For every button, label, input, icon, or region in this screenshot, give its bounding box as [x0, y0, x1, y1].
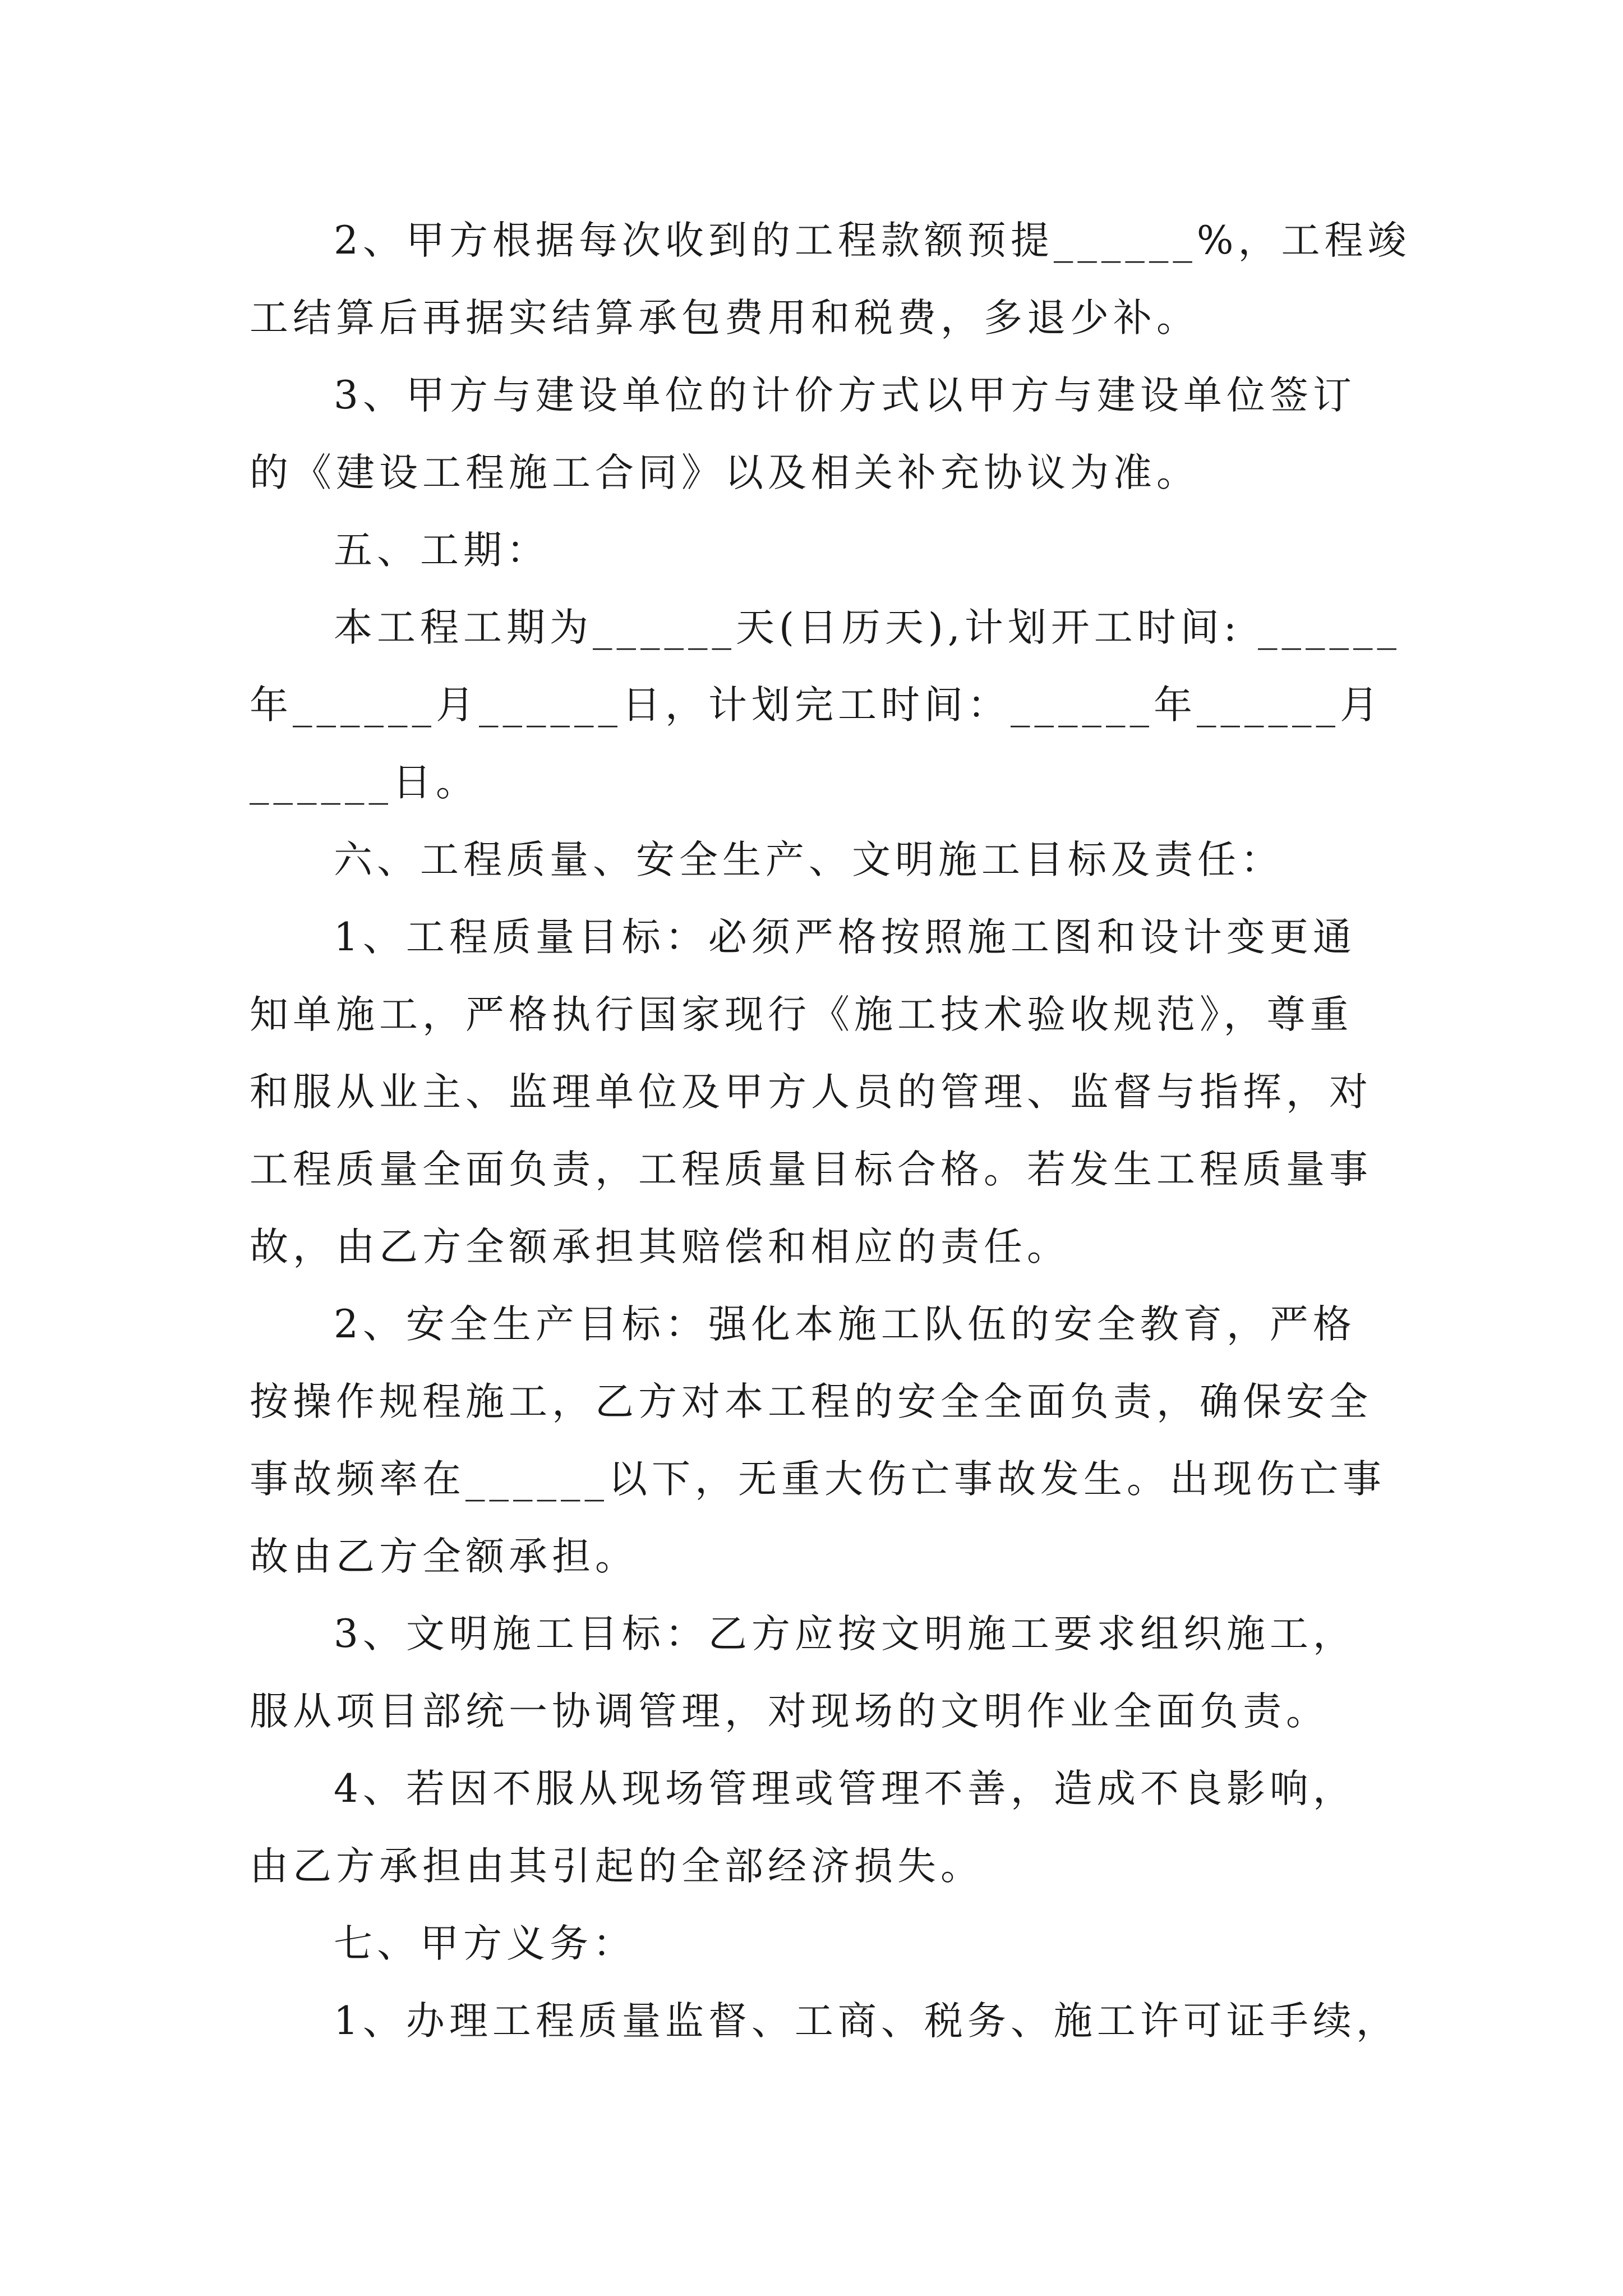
paragraph-line: 按操作规程施工，乙方对本工程的安全全面负责，确保安全: [250, 1379, 1372, 1424]
paragraph-line: 1、工程质量目标：必须严格按照施工图和设计变更通: [334, 915, 1356, 960]
paragraph-line: 2、甲方根据每次收到的工程款额预提______%，工程竣: [334, 218, 1411, 263]
paragraph-line: 3、文明施工目标：乙方应按文明施工要求组织施工，: [334, 1612, 1356, 1657]
paragraph-line: 1、办理工程质量监督、工商、税务、施工许可证手续，: [334, 1999, 1399, 2044]
paragraph-line: 事故频率在______以下，无重大伤亡事故发生。出现伤亡事: [250, 1457, 1386, 1502]
paragraph-line: 故，由乙方全额承担其赔偿和相应的责任。: [250, 1225, 1070, 1269]
paragraph-line: 2、安全生产目标：强化本施工队伍的安全教育，严格: [334, 1302, 1356, 1347]
section-heading-quality-safety: 六、工程质量、安全生产、文明施工目标及责任：: [334, 838, 1284, 882]
paragraph-line: 年______月______日，计划完工时间：______年______月: [250, 683, 1383, 728]
paragraph-line: ______日。: [250, 760, 479, 805]
paragraph-line: 服从项目部统一协调管理，对现场的文明作业全面负责。: [250, 1689, 1329, 1734]
paragraph-line: 4、若因不服从现场管理或管理不善，造成不良影响，: [334, 1766, 1356, 1811]
paragraph-line: 工程质量全面负责，工程质量目标合格。若发生工程质量事: [250, 1147, 1372, 1192]
paragraph-line: 工结算后再据实结算承包费用和税费，多退少补。: [250, 296, 1200, 341]
paragraph-line: 故由乙方全额承担。: [250, 1534, 638, 1579]
paragraph-line: 知单施工，严格执行国家现行《施工技术验收规范》，尊重: [250, 992, 1353, 1037]
document-body: [250, 202, 1411, 2060]
paragraph-line: 由乙方承担由其引起的全部经济损失。: [250, 1844, 984, 1889]
paragraph-line: 3、甲方与建设单位的计价方式以甲方与建设单位签订: [334, 373, 1356, 418]
paragraph-line: 的《建设工程施工合同》以及相关补充协议为准。: [250, 450, 1200, 495]
paragraph-line: 和服从业主、监理单位及甲方人员的管理、监督与指挥，对: [250, 1070, 1372, 1115]
section-heading-schedule: 五、工期：: [334, 528, 550, 573]
section-heading-party-a-obligations: 七、甲方义务：: [334, 1921, 636, 1966]
paragraph-line: 本工程工期为______天(日历天),计划开工时间: ______: [334, 605, 1401, 650]
